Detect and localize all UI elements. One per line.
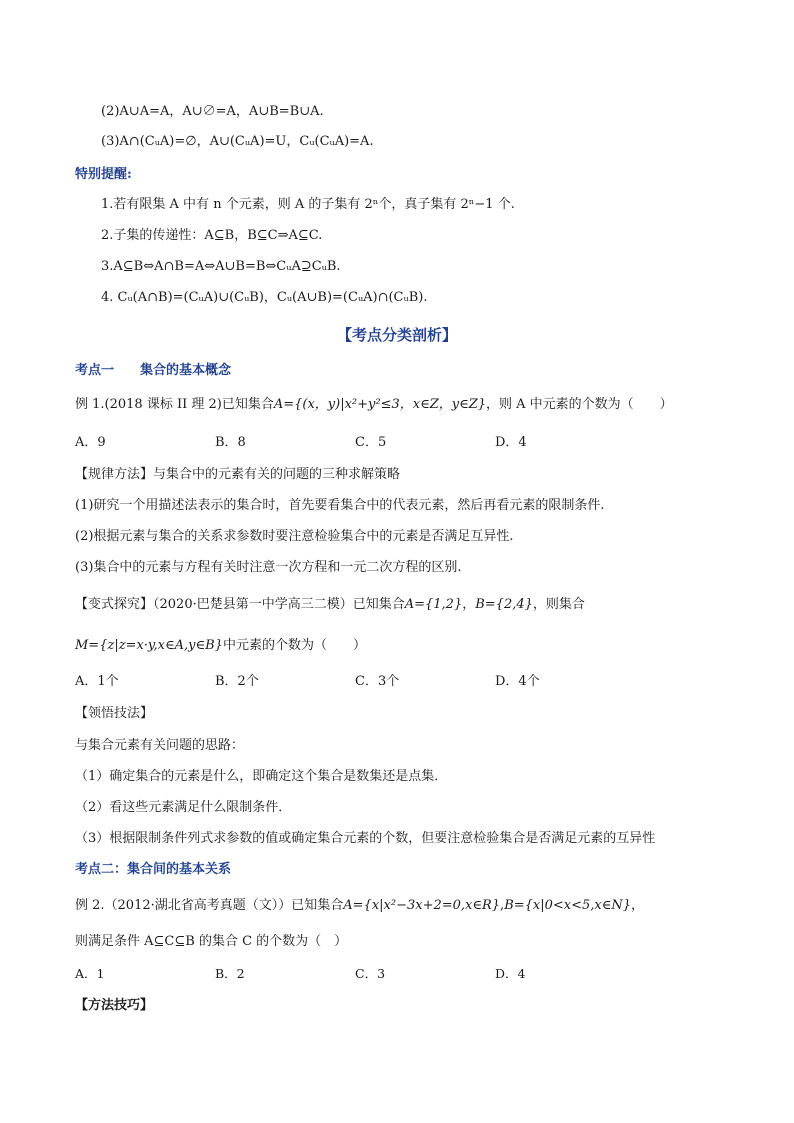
kp1-title: 考点一 集合的基本概念 [75,363,232,378]
ex1-options [75,434,635,452]
tip-3: 3.A⊆B⇔A∩B=A⇔A∪B=B⇔CᵤA⊇CᵤB. [101,259,341,274]
method-title: 【规律方法】与集合中的元素有关的问题的三种求解策略 [75,467,401,482]
ex1-option-b: B．8 [215,435,246,450]
variant-question-cont: M={z|z=x·y,x∈A,y∈B}中元素的个数为（ ） [75,638,366,653]
insight-1: （1）确定集合的元素是什么，即确定这个集合是数集还是点集． [75,769,448,784]
section-title: 【考点分类剖析】 [336,326,457,344]
tech-title: 【方法技巧】 [75,998,154,1013]
ex1-set-expression: A={(x，y)|x²+y²≤3，x∈Z，y∈Z} [273,397,487,412]
method-2: (2)根据元素与集合的关系求参数时要注意检验集合中的元素是否满足互异性. [75,529,514,544]
ex1-option-a: A．9 [75,435,106,450]
method-3: (3)集合中的元素与方程有关时注意一次方程和一元二次方程的区别. [75,560,462,575]
tip-4: 4. Cᵤ(A∩B)=(CᵤA)∪(CᵤB)，Cᵤ(A∪B)=(CᵤA)∩(CᵤB). [101,290,428,305]
ex2-option-a: A．1 [75,966,105,981]
tip-title: 特别提醒: [75,167,132,182]
ex2-option-c: C．3 [355,966,386,981]
ex1-option-c: C．5 [355,435,387,450]
var-option-b: B．2个 [215,674,259,689]
ex2-option-d: D．4 [495,966,526,981]
tip-2: 2.子集的传递性：A⊆B，B⊆C⇒A⊆C. [101,228,323,243]
ex2-set-b: B={x|0<x<5,x∈N} [504,898,632,913]
tip-1: 1.若有限集 A 中有 n 个元素，则 A 的子集有 2ⁿ个，真子集有 2ⁿ−1 个. [101,197,515,212]
complement-properties: (3)A∩(CᵤA)=∅，A∪(CᵤA)=U，Cᵤ(CᵤA)=A. [101,134,374,149]
example-2: 例 2.（2012·湖北省高考真题（文））已知集合A={x|x²−3x+2=0,x∈R},B={x|0<x<5,x∈N}， [75,898,645,913]
var-option-c: C．3个 [355,674,400,689]
insight-3: （3）根据限制条件列式求参数的值或确定集合元素的个数，但要注意检验集合是否满足元素的互异性 [75,831,656,846]
variant-question: 【变式探究】（2020·巴楚县第一中学高三二模）已知集合A={1,2}，B={2,4}，则集合 [75,597,585,612]
kp2-title: 考点二：集合间的基本关系 [75,862,232,877]
ex2-options [75,965,635,983]
ex2-set-a: A={x|x²−3x+2=0,x∈R} [343,898,501,913]
var-option-d: D．4个 [495,674,540,689]
insight-2: （2）看这些元素满足什么限制条件． [75,800,292,815]
example-2-question: 则满足条件 A⊆C⊆B 的集合 C 的个数为（ ） [75,934,348,949]
union-properties: (2)A∪A=A，A∪∅=A，A∪B=B∪A. [101,104,324,119]
var-option-a: A．1个 [75,674,119,689]
insight-intro: 与集合元素有关问题的思路： [75,738,245,753]
example-1: 例 1.(2018 课标 II 理 2)已知集合A={(x，y)|x²+y²≤3，x∈Z，y∈Z}，则 A 中元素的个数为（ ） [75,397,673,412]
var-options [75,673,635,691]
var-set-b: B={2,4} [475,597,533,612]
method-1: (1)研究一个用描述法表示的集合时，首先要看集合中的代表元素，然后再看元素的限制条件. [75,498,605,513]
var-set-m: M={z|z=x·y,x∈A,y∈B} [75,638,223,653]
var-set-a: A={1,2} [404,597,463,612]
ex1-option-d: D．4 [495,435,527,450]
ex2-option-b: B．2 [215,966,245,981]
insight-title: 【领悟技法】 [75,706,154,721]
